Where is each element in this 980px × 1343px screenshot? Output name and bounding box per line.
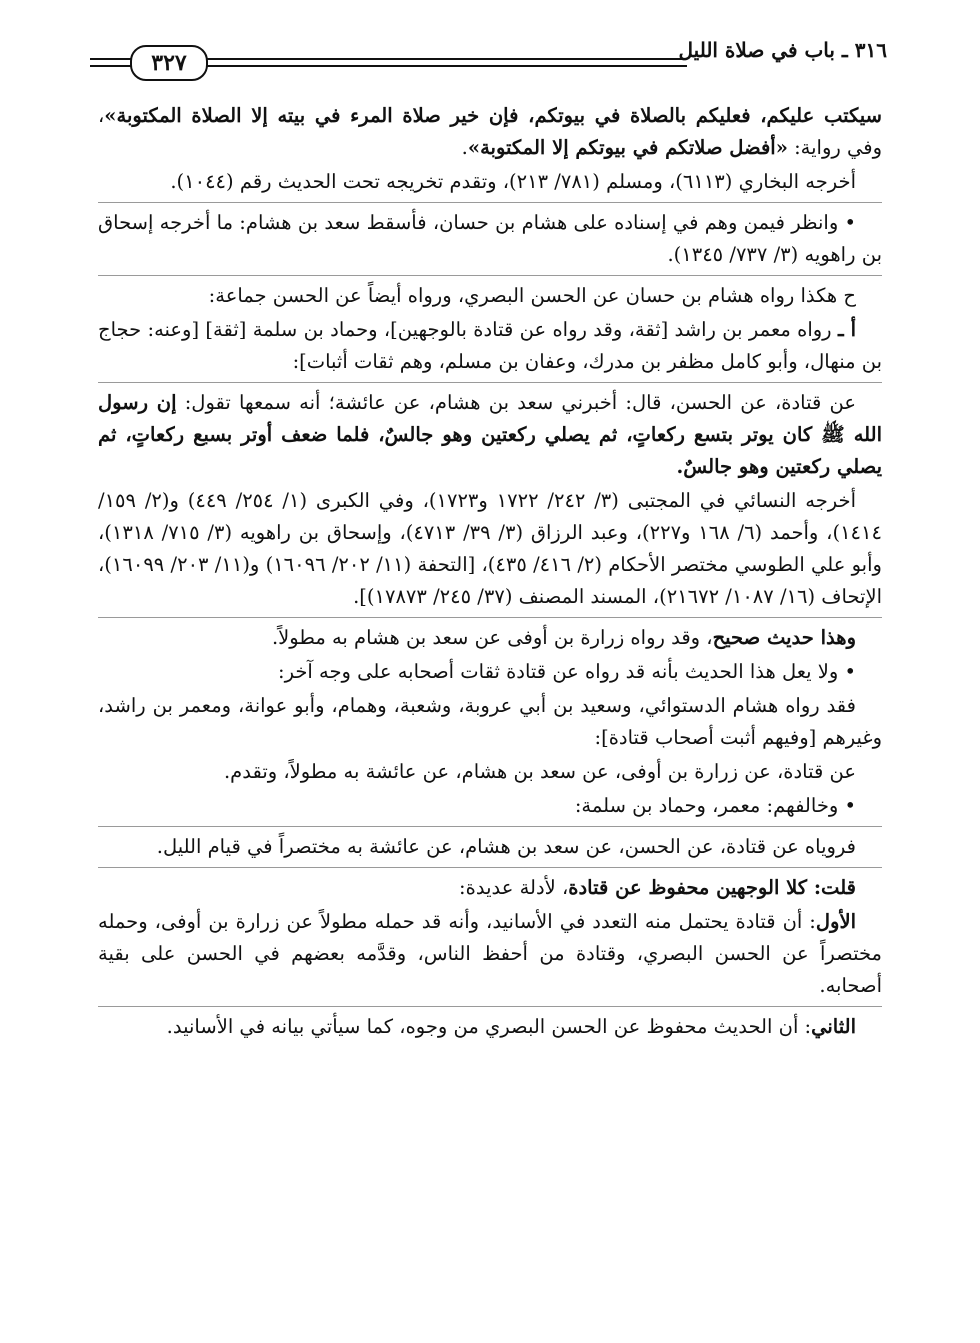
bold-text: الثاني [811, 1015, 856, 1038]
text-segment: • وخالفهم: معمر، وحماد بن سلمة: [574, 794, 856, 817]
paragraph [98, 790, 882, 822]
bold-text: قلت: كلا الوجهين محفوظ عن قتادة [568, 876, 856, 899]
text-segment: ، وفي رواية: [98, 104, 882, 159]
page-number: ٣٢٧ [130, 45, 208, 81]
text-segment: فقد رواه هشام الدستوائي، وسعيد بن أبي عروبة، وشعبة، وهمام، وأبو عوانة، ومعمر بن راشد، وغيرهم [وفيهم أثبت أصحاب قتادة]: [98, 694, 882, 749]
text-segment: ح هكذا رواه هشام بن حسان عن الحسن البصري، ورواه أيضاً عن الحسن جماعة: [208, 284, 856, 307]
paragraph [98, 756, 882, 788]
paragraph [98, 100, 882, 164]
bold-text: أ ـ [837, 318, 856, 341]
text-segment: رواه معمر بن راشد [ثقة، وقد رواه عن قتادة بالوجهين]، وحماد بن سلمة [ثقة] [وعنه: حجاج بن منهال، وأبو كامل مظفر بن مدرك، وعفان بن مسلم، وهم ثقات أثبات]: [98, 318, 882, 373]
text-segment: ، لأدلة عديدة: [459, 876, 569, 899]
text-segment: . [461, 136, 468, 159]
text-segment: عن قتادة، عن الحسن، قال: أخبرني سعد بن هشام، عن عائشة؛ أنه سمعها تقول: [176, 391, 856, 414]
text-segment: ، وقد رواه زرارة بن أوفى عن سعد بن هشام به مطولاً. [271, 626, 713, 649]
paragraph [98, 1006, 882, 1043]
paragraph [98, 485, 882, 613]
paragraph [98, 867, 882, 904]
paragraph [98, 690, 882, 754]
paragraph [98, 656, 882, 688]
page-body [98, 100, 882, 1045]
text-segment: : أن قتادة يحتمل منه التعدد في الأسانيد، وأنه قد حمله مطولاً عن زرارة بن أوفى، وحمله مختصراً عن الحسن البصري، وقتادة من أحفظ الناس، وقدَّمه بعضهم في الحسن على بقية أصحابه. [98, 910, 882, 997]
text-segment: فروياه عن قتادة، عن الحسن، عن سعد بن هشام، عن عائشة به مختصراً في قيام الليل. [156, 835, 856, 858]
text-segment: : أن الحديث محفوظ عن الحسن البصري من وجوه، كما سيأتي بيانه في الأسانيد. [166, 1015, 812, 1038]
paragraph [98, 826, 882, 863]
paragraph [98, 617, 882, 654]
page-header [90, 30, 887, 90]
paragraph [98, 202, 882, 271]
paragraph [98, 382, 882, 483]
text-segment: عن قتادة، عن زرارة بن أوفى، عن سعد بن هشام، عن عائشة به مطولاً، وتقدم. [223, 760, 856, 783]
text-segment: أخرجه البخاري (٦١١٣)، ومسلم (٧٨١/ ٢١٣)، وتقدم تخريجه تحت الحديث رقم (١٠٤٤). [170, 170, 856, 193]
paragraph [98, 166, 882, 198]
paragraph [98, 314, 882, 378]
chapter-title: ٣١٦ ـ باب في صلاة الليل [678, 38, 887, 62]
paragraph [98, 906, 882, 1002]
text-segment: • وانظر فيمن وهم في إسناده على هشام بن حسان، فأسقط سعد بن هشام: ما أخرجه إسحاق بن راهويه (٣/ ٧٣٧/ ١٣٤٥). [98, 211, 882, 266]
paragraph [98, 275, 882, 312]
bold-text: إن رسول الله ﷺ كان يوتر بتسع ركعاتٍ، ثم يصلي ركعتين وهو جالسٌ، فلما ضعف أوتر بسبع ركعاتٍ، ثم يصلي ركعتين وهو جالسٌ. [98, 391, 882, 478]
bold-text: سيكتب عليكم، فعليكم بالصلاة في بيوتكم، فإن خير صلاة المرء في بيته إلا الصلاة المكتوبة» [104, 104, 882, 127]
bold-text: الأول [815, 910, 856, 933]
text-segment: أخرجه النسائي في المجتبى (٣/ ٢٤٢/ ١٧٢٢ و١٧٢٣)، وفي الكبرى (١/ ٢٥٤/ ٤٤٩) و(٢/ ١٥٩/ ١٤١٤)، وأحمد (٦/ ١٦٨ و٢٢٧)، وعبد الرزاق (٣/ ٣٩/ ٤٧١٣)، وإسحاق بن راهويه (٣/ ٧١٥/ ١٣١٨)، وأبو علي الطوسي مختصر الأحكام (٢/ ٤١٦/ ٤٣٥)، [التحفة (١١/ ٢٠٢/ ١٦٠٩٦) و(١١/ ٢٠٣/ ١٦٠٩٩)، الإتحاف (١٦/ ١٠٨٧/ ٢١٦٧٢)، المسند المصنف (٣٧/ ٢٤٥/ ١٧٨٧٣)]. [98, 489, 882, 608]
text-segment: • ولا يعل هذا الحديث بأنه قد رواه عن قتادة ثقات أصحابه على وجه آخر: [278, 660, 856, 683]
bold-text: «أفضل صلاتكم في بيوتكم إلا المكتوبة» [467, 136, 788, 159]
bold-text: وهذا حديث صحيح [712, 626, 856, 649]
